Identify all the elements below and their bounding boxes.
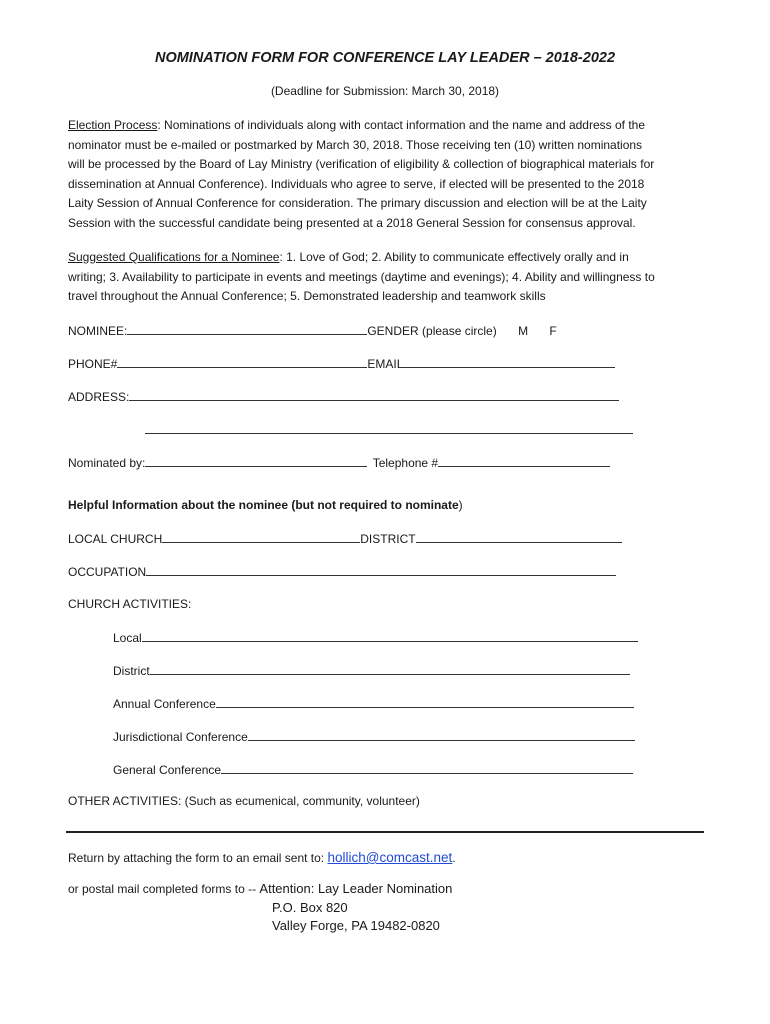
telephone-field[interactable] <box>438 455 610 467</box>
return-email-link[interactable]: hollich@comcast.net <box>327 850 453 865</box>
nominated-by-field[interactable] <box>145 455 367 467</box>
return-city: Valley Forge, PA 19482-0820 <box>272 918 440 933</box>
election-line-3: dissemination at Annual Conference). Individuals who agree to serve, if elected will be presented to the 2018 <box>68 176 645 191</box>
election-line-4: Laity Session of Annual Conference for consideration. The primary discussion and election will be at the Laity <box>68 196 647 211</box>
qualifications-paragraph <box>68 248 708 307</box>
activity-jurisdictional-field[interactable] <box>248 729 635 741</box>
qualifications-line-0: : 1. Love of God; 2. Ability to communicate effectively orally and in <box>279 250 629 264</box>
election-process-paragraph <box>68 116 708 234</box>
activity-district-field[interactable] <box>150 663 630 675</box>
activity-jurisdictional-label: Jurisdictional Conference <box>113 730 248 744</box>
election-process-label: Election Process <box>68 118 158 132</box>
phone-label: PHONE# <box>68 357 118 371</box>
address-field-line-1[interactable] <box>129 389 619 401</box>
election-line-0: : Nominations of individuals along with contact information and the name and address of the <box>157 118 645 132</box>
local-church-row <box>68 531 622 546</box>
form-title: NOMINATION FORM FOR CONFERENCE LAY LEADER – 2018-2022 <box>154 50 616 66</box>
church-activities-label: CHURCH ACTIVITIES: <box>68 597 192 611</box>
qualifications-label: Suggested Qualifications for a Nominee <box>68 250 280 264</box>
return-email-row <box>68 850 456 865</box>
activity-local-field[interactable] <box>142 630 638 642</box>
local-church-field[interactable] <box>162 531 360 543</box>
nominee-row <box>68 323 557 338</box>
activity-row-jurisdictional <box>113 729 635 744</box>
activity-district-label: District <box>113 664 150 678</box>
address-row <box>68 389 619 404</box>
telephone-label: Telephone # <box>372 456 439 470</box>
gender-label: GENDER (please circle) <box>367 324 497 338</box>
email-field[interactable] <box>403 356 615 368</box>
nominated-by-row <box>68 455 610 470</box>
email-label: EMAIL <box>367 357 404 371</box>
section-divider <box>66 831 704 833</box>
return-email-text: Return by attaching the form to an email sent to: <box>68 851 325 865</box>
deadline-note: (Deadline for Submission: March 30, 2018) <box>270 84 500 98</box>
address-field-line-2[interactable] <box>145 422 633 434</box>
activity-local-label: Local <box>113 631 142 645</box>
district-field[interactable] <box>416 531 622 543</box>
gender-option-m[interactable]: M <box>518 324 529 338</box>
gender-option-f[interactable]: F <box>549 324 557 338</box>
other-activities-label: OTHER ACTIVITIES: (Such as ecumenical, community, volunteer) <box>68 794 420 808</box>
qualifications-line-2: travel throughout the Annual Conference; 5. Demonstrated leadership and teamwork skills <box>68 289 546 304</box>
activity-row-local <box>113 630 638 645</box>
election-line-1: nominator must be e-mailed or postmarked by March 30, 2018. Those receiving ten (10) written nominations <box>68 137 643 152</box>
nominee-field[interactable] <box>127 323 367 335</box>
return-attention: Attention: Lay Leader Nomination <box>259 881 453 896</box>
election-line-5: Session with the successful candidate being presented at a 2018 General Session for consensus approval. <box>68 215 636 230</box>
return-postal-row <box>68 881 452 896</box>
election-line-2: will be processed by the Board of Lay Ministry (verification of eligibility & collection of biographical materials for <box>68 157 655 172</box>
return-postal-text: or postal mail completed forms to -- <box>68 882 260 896</box>
helpful-info-heading <box>68 498 463 512</box>
address-label: ADDRESS: <box>68 390 130 404</box>
activity-row-district <box>113 663 630 678</box>
phone-field[interactable] <box>117 356 367 368</box>
activity-annual-field[interactable] <box>216 696 634 708</box>
nominated-by-label: Nominated by: <box>68 456 146 470</box>
activity-annual-label: Annual Conference <box>113 697 216 711</box>
phone-email-row <box>68 356 615 371</box>
occupation-label: OCCUPATION <box>68 565 147 579</box>
helpful-info-heading-end: ) <box>458 498 463 512</box>
activity-row-annual <box>113 696 634 711</box>
return-po-box: P.O. Box 820 <box>272 900 348 915</box>
district-label: DISTRICT <box>360 532 416 546</box>
activity-row-general <box>113 762 633 777</box>
occupation-row <box>68 564 616 579</box>
nominee-label: NOMINEE: <box>68 324 128 338</box>
qualifications-line-1: writing; 3. Availability to participate in events and meetings (daytime and evenings); 4. Ability and willingness to <box>68 269 655 284</box>
activity-general-field[interactable] <box>221 762 633 774</box>
address-row-2 <box>145 422 633 437</box>
helpful-info-heading-text: Helpful Information about the nominee (but not required to nominate <box>68 498 459 512</box>
local-church-label: LOCAL CHURCH <box>68 532 163 546</box>
activity-general-label: General Conference <box>113 763 222 777</box>
occupation-field[interactable] <box>146 564 616 576</box>
return-email-end: . <box>452 851 456 865</box>
